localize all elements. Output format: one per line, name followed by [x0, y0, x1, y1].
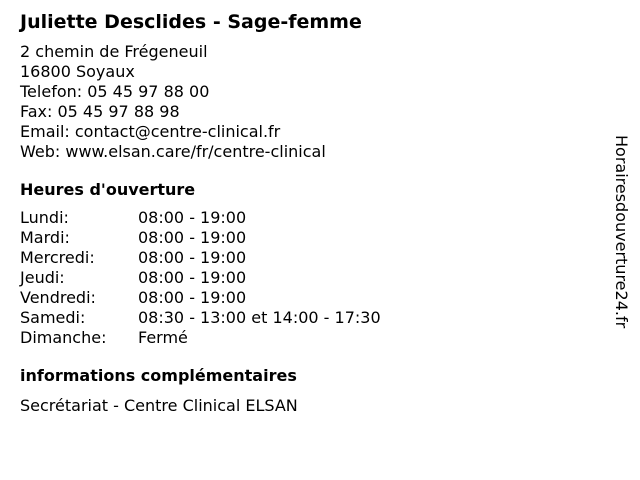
- hours-day: Vendredi:: [20, 288, 96, 307]
- hours-row-friday: [20, 288, 600, 308]
- phone-number: Telefon: 05 45 97 88 00: [20, 82, 210, 101]
- email-address: Email: contact@centre-clinical.fr: [20, 122, 281, 141]
- hours-day: Jeudi:: [20, 268, 65, 287]
- site-watermark: Horairesdouverture24.fr: [612, 135, 631, 329]
- fax-number: Fax: 05 45 97 88 98: [20, 102, 180, 121]
- hours-row-wednesday: [20, 248, 600, 268]
- hours-time: 08:30 - 13:00 et 14:00 - 17:30: [138, 308, 381, 327]
- hours-time: 08:00 - 19:00: [138, 208, 247, 227]
- hours-day: Mardi:: [20, 228, 70, 247]
- hours-day: Mercredi:: [20, 248, 95, 267]
- contact-details: [20, 42, 600, 162]
- hours-time: 08:00 - 19:00: [138, 248, 247, 267]
- hours-row-monday: [20, 208, 600, 228]
- street-address: 2 chemin de Frégeneuil: [20, 42, 208, 61]
- hours-time: 08:00 - 19:00: [138, 288, 247, 307]
- hours-time: 08:00 - 19:00: [138, 228, 247, 247]
- hours-row-sunday: [20, 328, 600, 348]
- opening-hours-heading: Heures d'ouverture: [20, 180, 196, 199]
- additional-info-heading: informations complémentaires: [20, 366, 297, 385]
- hours-time: Fermé: [138, 328, 188, 347]
- website-address: Web: www.elsan.care/fr/centre-clinical: [20, 142, 326, 161]
- additional-info-text: Secrétariat - Centre Clinical ELSAN: [20, 396, 298, 415]
- hours-day: Samedi:: [20, 308, 86, 327]
- hours-day: Lundi:: [20, 208, 69, 227]
- hours-row-thursday: [20, 268, 600, 288]
- hours-time: 08:00 - 19:00: [138, 268, 247, 287]
- city-postcode: 16800 Soyaux: [20, 62, 135, 81]
- hours-row-saturday: [20, 308, 600, 328]
- page-title: Juliette Desclides - Sage-femme: [20, 11, 362, 33]
- business-card: [20, 10, 600, 416]
- hours-row-tuesday: [20, 228, 600, 248]
- opening-hours-table: [20, 208, 600, 348]
- hours-day: Dimanche:: [20, 328, 107, 347]
